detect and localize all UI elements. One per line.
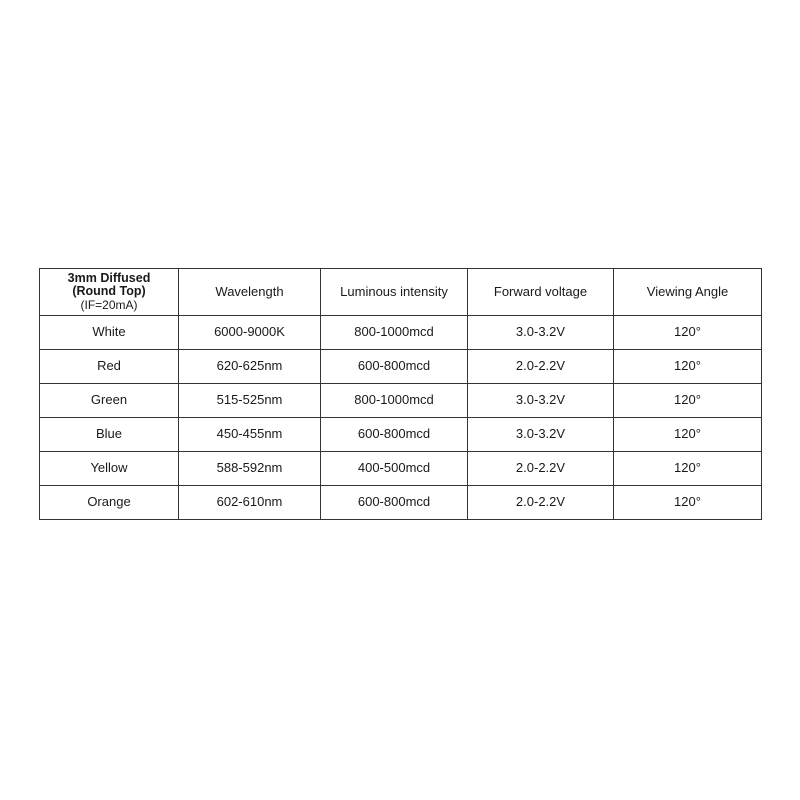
header-cell-forward-voltage: Forward voltage: [468, 269, 614, 316]
header-product-line2: (Round Top): [72, 284, 146, 299]
table-cell-forward-voltage: 3.0-3.2V: [468, 418, 614, 452]
table-cell-viewing-angle: 120°: [614, 486, 762, 520]
table-cell-forward-voltage: 2.0-2.2V: [468, 350, 614, 384]
table-cell-forward-voltage: 3.0-3.2V: [468, 316, 614, 350]
header-cell-luminous-intensity: Luminous intensity: [321, 269, 468, 316]
table-cell-wavelength: 620-625nm: [179, 350, 321, 384]
table-cell-wavelength: 602-610nm: [179, 486, 321, 520]
table-cell-color: Orange: [40, 486, 179, 520]
table-row: [40, 418, 762, 452]
table-cell-luminous-intensity: 600-800mcd: [321, 486, 468, 520]
table-cell-color: Green: [40, 384, 179, 418]
table-cell-forward-voltage: 2.0-2.2V: [468, 452, 614, 486]
table-cell-color: Red: [40, 350, 179, 384]
led-spec-table: [39, 268, 762, 520]
table-cell-viewing-angle: 120°: [614, 452, 762, 486]
table-row: [40, 452, 762, 486]
table-row: [40, 350, 762, 384]
header-cell-wavelength: Wavelength: [179, 269, 321, 316]
header-cell-product: [40, 269, 179, 316]
header-cell-viewing-angle: Viewing Angle: [614, 269, 762, 316]
table-cell-luminous-intensity: 800-1000mcd: [321, 316, 468, 350]
table-row: [40, 384, 762, 418]
header-product-line1: 3mm Diffused: [67, 271, 151, 286]
table-cell-luminous-intensity: 600-800mcd: [321, 350, 468, 384]
table-cell-viewing-angle: 120°: [614, 350, 762, 384]
table-cell-color: White: [40, 316, 179, 350]
table-cell-viewing-angle: 120°: [614, 316, 762, 350]
header-product-line3: (IF=20mA): [80, 297, 138, 312]
table-cell-forward-voltage: 3.0-3.2V: [468, 384, 614, 418]
table-cell-luminous-intensity: 600-800mcd: [321, 418, 468, 452]
table-cell-viewing-angle: 120°: [614, 418, 762, 452]
table-cell-forward-voltage: 2.0-2.2V: [468, 486, 614, 520]
table-cell-luminous-intensity: 800-1000mcd: [321, 384, 468, 418]
table-cell-wavelength: 450-455nm: [179, 418, 321, 452]
table-row: [40, 486, 762, 520]
table-cell-wavelength: 588-592nm: [179, 452, 321, 486]
header-row: [40, 269, 762, 316]
table-row: [40, 316, 762, 350]
table-cell-color: Blue: [40, 418, 179, 452]
table-cell-wavelength: 515-525nm: [179, 384, 321, 418]
table-cell-luminous-intensity: 400-500mcd: [321, 452, 468, 486]
table-cell-viewing-angle: 120°: [614, 384, 762, 418]
table-cell-color: Yellow: [40, 452, 179, 486]
table-cell-wavelength: 6000-9000K: [179, 316, 321, 350]
